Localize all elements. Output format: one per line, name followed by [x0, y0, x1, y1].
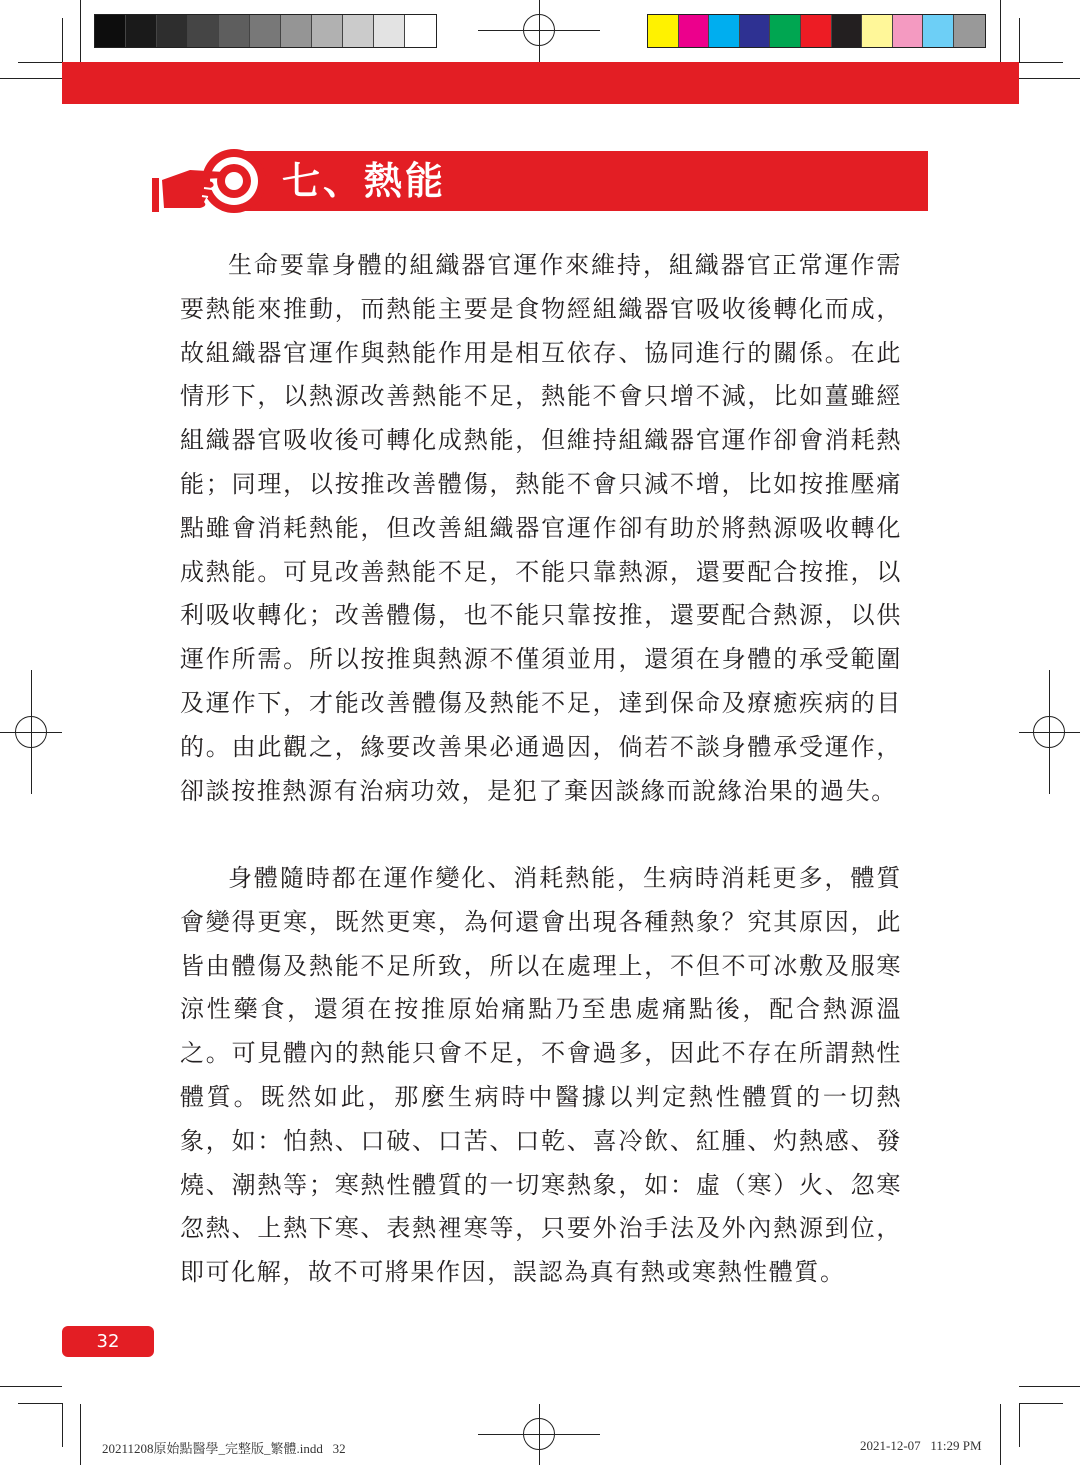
slug-filename: 20211208原始點醫學_完整版_繁體.indd 32	[102, 1441, 346, 1456]
color-swatch	[219, 15, 250, 47]
grayscale-color-bar	[94, 14, 437, 48]
color-swatch	[679, 15, 710, 47]
section-title: 七、熱能	[282, 159, 447, 203]
color-swatch	[126, 15, 157, 47]
color-swatch	[740, 15, 771, 47]
color-swatch	[954, 15, 985, 47]
color-swatch	[862, 15, 893, 47]
color-swatch	[281, 15, 312, 47]
color-swatch	[343, 15, 374, 47]
body-paragraph-2: 身體隨時都在運作變化、消耗熱能，生病時消耗更多，體質會變得更寒，既然更寒，為何還會出現各種熱象？究其原因，此皆由體傷及熱能不足所致，所以在處理上，不但不可冰敷及服寒涼性藥食，還須在按推原始痛點乃至患處痛點後，配合熱源溫之。可見體內的熱能只會不足，不會過多，因此不存在所謂熱性體質。既然如此，那麼生病時中醫據以判定熱性體質的一切熱象，如：怕熱、口破、口苦、口乾、喜冷飲、紅腫、灼熱感、發燒、潮熱等；寒熱性體質的一切寒熱象，如：虛（寒）火、忽寒忽熱、上熱下寒、表熱裡寒等，只要外治手法及外內熱源到位，即可化解，故不可將果作因，誤認為真有熱或寒熱性體質。	[180, 864, 902, 1287]
color-swatch	[832, 15, 863, 47]
color-swatch	[893, 15, 924, 47]
color-swatch	[648, 15, 679, 47]
color-swatch	[801, 15, 832, 47]
color-swatch	[312, 15, 343, 47]
pointing-hand-target-icon	[150, 148, 270, 214]
slug-timestamp: 2021-12-07 11:29 PM	[860, 1438, 982, 1453]
header-band	[62, 62, 1019, 104]
color-swatch	[374, 15, 405, 47]
body-paragraph-1: 生命要靠身體的組織器官運作來維持，組織器官正常運作需要熱能來推動，而熱能主要是食物經組織器官吸收後轉化而成，故組織器官運作與熱能作用是相互依存、協同進行的關係。在此情形下，以熱源改善熱能不足，熱能不會只增不減，比如薑雖經組織器官吸收後可轉化成熱能，但維持組織器官運作卻會消耗熱能；同理，以按推改善體傷，熱能不會只減不增，比如按推壓痛點雖會消耗熱能，但改善組織器官運作卻有助於將熱源吸收轉化成熱能。可見改善熱能不足，不能只靠熱源，還要配合按推，以利吸收轉化；改善體傷，也不能只靠按推，還要配合熱源，以供運作所需。所以按推與熱源不僅須並用，還須在身體的承受範圍及運作下，才能改善體傷及熱能不足，達到保命及療癒疾病的目的。由此觀之，緣要改善果必通過因，倘若不談身體承受運作，卻談按推熱源有治病功效，是犯了棄因談緣而說緣治果的過失。	[180, 251, 902, 805]
process-color-bar	[647, 14, 986, 48]
color-swatch	[95, 15, 126, 47]
color-swatch	[188, 15, 219, 47]
color-swatch	[250, 15, 281, 47]
color-swatch	[923, 15, 954, 47]
color-swatch	[709, 15, 740, 47]
color-swatch	[157, 15, 188, 47]
page-number: 32	[62, 1326, 154, 1357]
color-swatch	[770, 15, 801, 47]
color-swatch	[405, 15, 436, 47]
